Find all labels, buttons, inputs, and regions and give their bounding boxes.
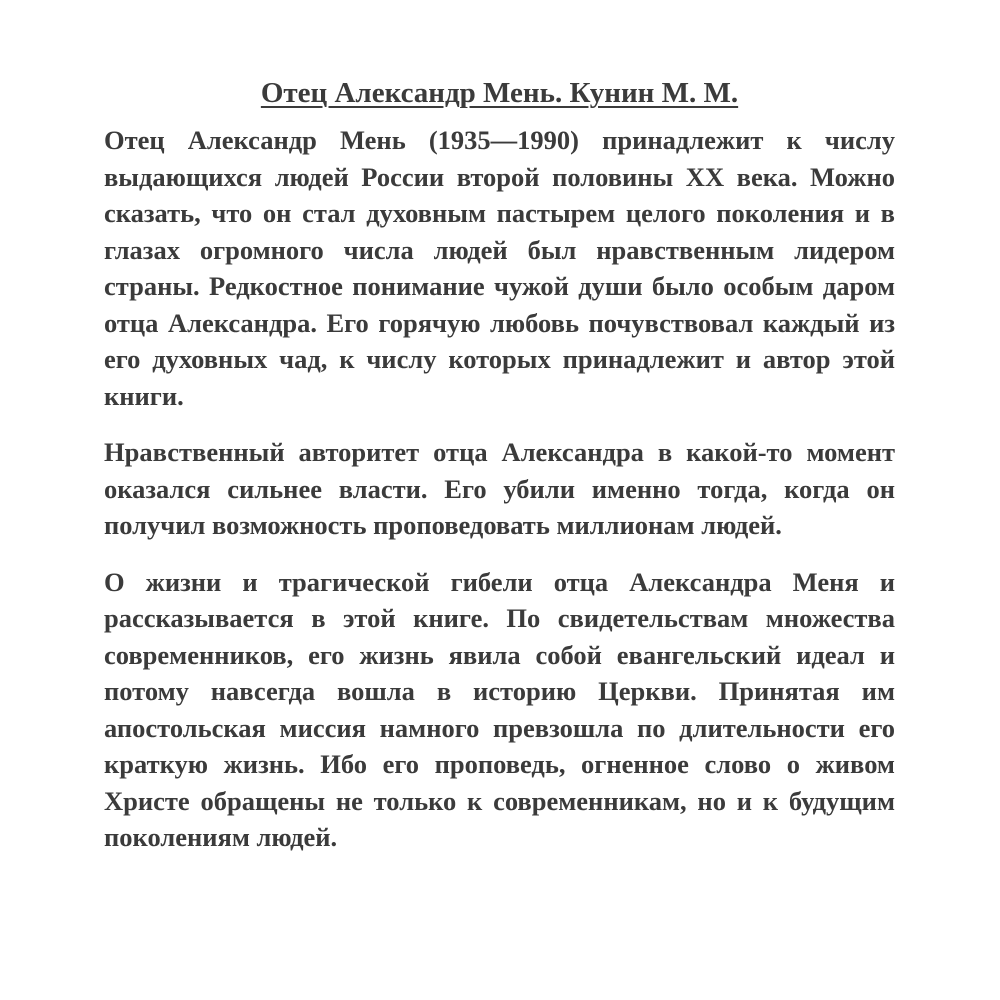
paragraph-2: Нравственный авторитет отца Александра в какой-то момент оказался сильнее власти. Его убили именно тогда, когда он получил возможность проповедовать миллионам людей. <box>104 437 895 540</box>
paragraph-1: Отец Александр Мень (1935—1990) принадлежит к числу выдающихся людей России второй половины XX века. Можно сказать, что он стал духовным пастырем целого поколения и в глазах огромного числа людей был нравственным лидером страны. Редкостное понимание чужой души было особым даром отца Александра. Его горячую любовь почувствовал каждый из его духовных чад, к числу которых принадлежит и автор этой книги. <box>104 125 895 411</box>
document-page <box>104 74 895 876</box>
document-title: Отец Александр Мень. Кунин М. М. <box>260 77 739 109</box>
paragraph-3: О жизни и трагической гибели отца Александра Меня и рассказывается в этой книге. По свидетельствам множества современников, его жизнь явила собой евангельский идеал и потому навсегда вошла в историю Церкви. Принятая им апостольская миссия намного превзошла по длительности его краткую жизнь. Ибо его проповедь, огненное слово о живом Христе обращены не только к современникам, но и к будущим поколениям людей. <box>104 566 895 852</box>
